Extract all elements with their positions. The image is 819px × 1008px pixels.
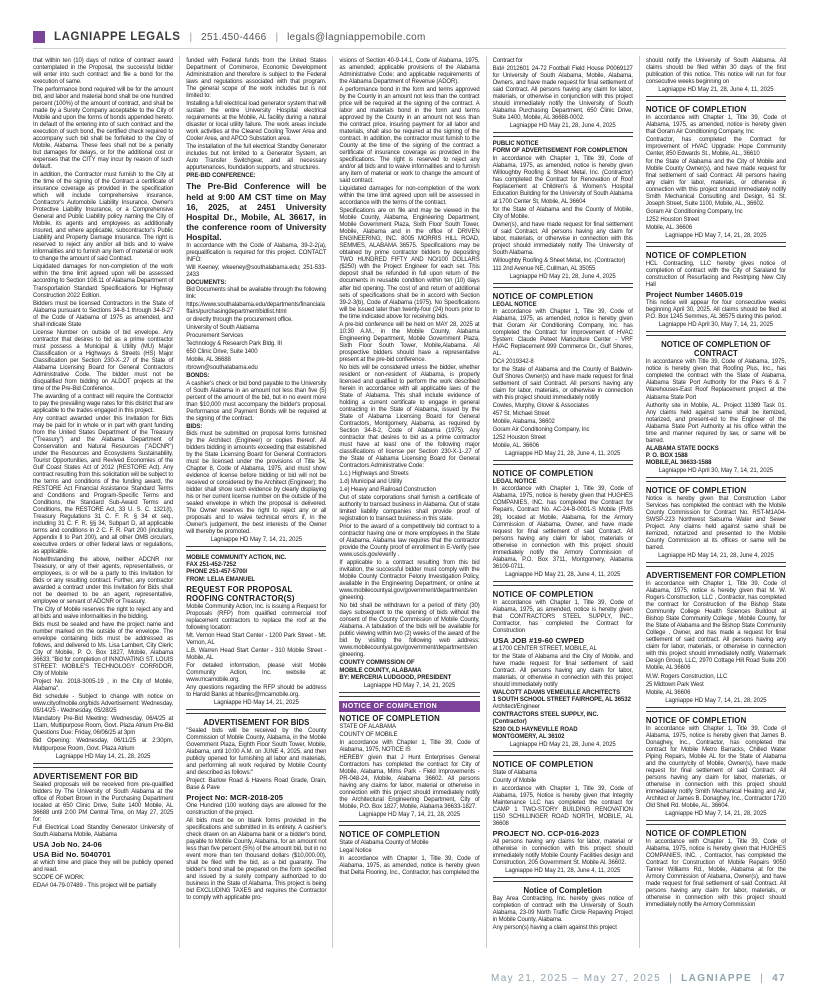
legal-citation: Lagniappe HD May 21, 28, June 4, 11, 2025 (658, 87, 774, 94)
notice-paragraph: Prior to the award of a competitively bid contract to a contractor having one or more employees in the State of Alabama, Alabama law requires that the contractor provide the County proof of enrollment in E-Verify (see www.uscis.gov/everify . (339, 524, 480, 559)
notice-paragraph: COUNTY OF MOBILE (339, 731, 398, 738)
notice-paragraph: Willoughby Roofing & Sheet Metal, Inc. (Contractor) (492, 257, 626, 264)
legal-notice (493, 58, 633, 129)
legal-citation: Lagniappe HD May 21, 28, June 4, 2025 (509, 123, 616, 130)
notice-heading-centered: NOTICE OF COMPLETION OF CONTRACT (661, 340, 771, 359)
page-footer (491, 973, 786, 984)
notice-separator (493, 751, 633, 756)
notice-paragraph: that within ten (10) days of notice of contract award contemplated in the Proposal, the successful bidder will enter into such contract and file a bond for the execution of same. (33, 58, 174, 86)
notice-paragraph: Project: Barlow Road & Havens Road Grade, Drain, Base & Pave (186, 778, 327, 792)
legal-citation: Lagniappe HD May 7, 14, 21, 28, 2025 (358, 812, 461, 819)
legal-citation: Lagniappe HD May 21, 28, June 4, 11, 2025 (505, 571, 621, 578)
legal-notice (33, 772, 173, 890)
notice-paragraph: https://www.southalabama.edu/departments/financialaffairs/purchasingdepartment/bidlist.html (186, 302, 325, 316)
legal-citation: Lagniappe HD April 30, May 7, 14, 21, 2025 (658, 468, 774, 475)
notice-separator (646, 331, 786, 336)
legal-notice (646, 340, 786, 474)
notice-paragraph: Out of state corporations shall furnish a certificate of authority to transact business in Alabama. Out of state limited liability companies shall provide proof of registration to transact business in this state. (339, 494, 480, 522)
notice-paragraph: In accordance with Chapter 1, Title 39, Code of Alabama, 1975, notice is hereby given that James B. Donaghey, Inc., Contractor, has completed the contract for Mobile Metro Barracks, Chilled Water Piping Repairs, Mobile AL for the State of Alabama and the county/city of Mobile, Owner(s), have made request for final settlement of said Contract. All persons having any claim for labor, materials, or otherwise in connection with this project should immediately notify Smith Mechanical Heating and Air, Architect or James B. Donaghey, Inc., Contractor 1720 Old Shell Rd. Mobile, AL. 36604. (645, 725, 787, 809)
notice-paragraph: Legal Notice (339, 848, 372, 855)
notice-paragraph: In accordance with Chapter 1, Title 39, Code of Alabama, 1975, as amended, notice is hereby given that Goram Air Conditioning Company, Inc (645, 115, 787, 136)
notice-heading: NOTICE OF COMPLETION (645, 715, 747, 725)
notice-paragraph: In accordance with Chapter 1, Title 39, Code of Alabama, 1975, notice is hereby given that HUGHES COMPANIES, INC. , Contractor, has completed the Contract for Construction of Mobile Repairs 9050 Tanner Williams Rd., Mobile, Alabama at for the Armory Commission of Alabama, Owner(s), and have made request for final settlement of said Contract. All persons having any claim for labor, materials, or otherwise in connection with this project should immediately notify the Armory Commission (645, 838, 787, 908)
notice-project-number: Project Number 14605.019 (645, 290, 743, 300)
notice-heading: NOTICE OF COMPLETION (492, 469, 594, 479)
footer-divider: | (760, 973, 765, 984)
brand-square-icon (33, 31, 45, 43)
notice-paragraph: No bid shall be withdrawn for a period of thirty (30) days subsequent to the opening of bids without the consent of the County Commission of Mobile County, Alabama. A tabulation of the bids will be available for public viewing within two (2) weeks of the award of the bid by visiting the following web address: www.mobilecountyal.gov/government/departments/engineering. (339, 603, 480, 659)
notice-paragraph: Technology & Research Park Bldg. III (186, 341, 282, 348)
notice-bold-line: MONTGOMERY, AL 36102 (492, 733, 565, 740)
notice-paragraph: Mandatory Pre-Bid Meeting: Wednesday, 06/4/25 at 11am, Multipurpose Room, Govt. Plaza Atrium Pre-Bid Questions Due: Friday, 06/06/25 at 3pm (33, 716, 174, 737)
legal-citation: Lagniappe HD May 7, 14, 21, 28, 2025 (665, 233, 767, 240)
notice-bold-line: PRE-BID CONFERENCE: (186, 173, 256, 180)
legal-notice (493, 760, 633, 874)
notice-paragraph: SCOPE OF WORK: (33, 874, 85, 881)
notice-paragraph: Contractor, has completed the Contract for Improvement of HVAC Upgrade: Hope Community Center, 850 Edwards St., Mobile, AL., 36610 (645, 137, 787, 158)
notice-separator (646, 562, 786, 567)
notice-bold-line: BY: MERCERIA LUDGOOD, PRESIDENT (339, 674, 452, 681)
notice-paragraph: 650 Clinic Drive, Suite 1400 (186, 349, 258, 356)
legal-citation: Lagniappe HD May 7, 14, 21, 28, 2025 (665, 810, 767, 817)
legal-notice (339, 58, 479, 689)
notice-paragraph: In accordance with Chapter 1, Title 39, Code of Alabama, 1975, as amended, notice is hereby given that CONTRACTORS STEEL SUPPLY, INC., Contractor, has completed the Contract for Construction (492, 599, 633, 634)
header-divider: | (275, 31, 279, 43)
notice-paragraph: The performance bond required will be for the amount bid, and labor and material bond shall be one hundred percent (100%) of the amount of contract, and shall be made by a Surety Company acceptable to the City of Mobile and upon the forms of bonds appended hereto. In default of the entering into of such contract and the execution of such bond, the certified check required to accompany such bid shall be forfeited to the City of Mobile, Alabama. These fees shall not be a penalty but damages for delays, or for the additional cost or expenses that the CITY may incur by reason of such default. (33, 87, 174, 171)
notice-paragraph: should notify the University of South Alabama. All claims should be filed within 30 days of the first publication of this notice. This notice will run for four consecutive weeks beginning on (645, 58, 787, 86)
page-header (33, 26, 786, 49)
legal-notice (493, 886, 633, 932)
notice-paragraph: Notice is hereby given that Construction Labor Services has completed the contract with the Mobile County Commission for Contract No. RST-M1A04-SWSP-223 Northwest Satsuma Water and Sewer Project. Any claims held against same shall be itemized, notarized and presented to the Mobile County Commission at its offices or same will be barred. (645, 496, 787, 552)
notice-heading: ADVERTISEMENT FOR BID (33, 771, 139, 781)
notice-bold-line: 5230 OLD HAYNEVILLE ROAD (492, 726, 578, 733)
legal-column-1 (33, 56, 180, 948)
notice-paragraph: The installation of the full electrical Standby Generator includes but not limited to a Generator System, an Auto Transfer Switchgear, and all necessary appurtenances, foundation supports, and structures. (186, 144, 327, 172)
notice-paragraph: If applicable to a contract resulting from this bid invitation, the successful bidder must comply with the Mobile County Contractor Felony Investigation Policy, available in the Engineering Department, or online at www.mobilecountyal.gov/government/departments/engineering. (339, 560, 480, 602)
footer-divider: | (669, 973, 674, 984)
notice-bold-line: CONTRACTORS STEEL SUPPLY, INC. (Contractor) (492, 712, 599, 726)
notice-paragraph: Mobile, AL. 36606 (645, 225, 693, 232)
footer-date-range: May 21, 2025 – May 27, 2025 (490, 973, 662, 984)
notice-paragraph: Any contract awarded under this Invitation for Bids may be paid for in whole or in part with grant funding from the United States Department of the Treasury ("Treasury") and the Alabama Department of Conservation and Natural Resources ("ADCNR") under the Resources and Ecosystems Sustainability, Tourist Opportunities, and Revived Economies of the Gulf Coast States Act of 2012 (RESTORE Act). Any contract resulting from this solicitation will be subject to the terms and conditions of the funding award, the RESTORE Act Financial Assistance Standard Terms and Conditions and Program-Specific Terms and Conditions, the Standard Sub-Award Terms and Conditions, the RESTORE Act, 33 U. S. C. 1321(t), Treasury Regulations 31 C. F. R. § 34 et seq., including 31 C. F. R. §§ 34, Subpart D, all applicable terms and conditions in 2 C. F. R. Part 200 (including Appendix II to Part 200), and all other OMB circulars, executive orders or other federal laws or regulations, as applicable. (33, 415, 174, 556)
notice-paragraph: Mobile, Alabama, 36602 (492, 419, 555, 426)
notice-paragraph: at 1700 Center St, Mobile, AL 36604 (492, 198, 586, 205)
notice-paragraph: This notice will appear for four consecutive weeks beginning April 30, 2025. All claims should be filed at P.O. Box 1245 Semmes, AL 36575 during this period. (645, 300, 787, 321)
notice-paragraph: Bidders must be licensed Contractors in the State of Alabama pursuant to Sections 34-8-1 through 34-8-27 of the Code of Alabama of 1975 as amended, and shall indicate State (33, 300, 174, 328)
notice-paragraph: for the State of Alabama and the County of Mobile, City of Mobile. (492, 206, 633, 220)
notice-separator (646, 707, 786, 712)
legal-notice (339, 830, 479, 877)
legal-notice (33, 58, 173, 760)
notice-paragraph: County of Mobile (492, 777, 537, 784)
legal-notice (339, 701, 479, 818)
notice-separator (493, 132, 633, 137)
legal-citation: Lagniappe HD April 30, May 7, 14, 21, 2025 (658, 322, 774, 329)
legal-notice (186, 555, 326, 706)
legal-column-4 (487, 56, 640, 948)
legal-citation: Lagniappe HD May 14, 21, 2025 (213, 700, 299, 706)
notice-paragraph: 111 2nd Avenue NE, Cullman, AL 35055 (492, 265, 596, 272)
notice-separator (33, 763, 173, 768)
notice-paragraph: No bids will be considered unless the bidder, whether resident or non-resident of Alabama, is properly licensed and qualified to perform the work described herein in accordance with all applicable laws of the State of Alabama. This shall include evidence of holding a current certificate to engage in general contracting in the State of Alabama, issued by the State of Alabama Licensing Board for General Contractors, Montgomery, Alabama, as required by Section 34-8-2, Code of Alabama (1975). Any contractor that desires to bid as a prime contractor must have at least one of the following major classifications of license per Section 230-X-1-.27 of the State of Alabama Licensing Board for General Contractors Administrative Code: (339, 364, 480, 469)
notice-paragraph: The City of Mobile reserves the right to reject any and all bids and waive informalities in the bidding. (33, 607, 174, 621)
notice-paragraph: In accordance with Chapter 1, Title 39, Code of Alabama, 1975, NOTICE IS (339, 739, 480, 753)
legal-notice (646, 486, 786, 559)
notice-paragraph: In accordance with Chapter 1, Title 39, Code of Alabama, 1975, as amended, notice is hereby given that Delta Flooring, Inc., Contractor, has completed the (339, 856, 480, 877)
legal-citation: Lagniappe HD May 7, 14, 21, 2025 (363, 682, 456, 689)
notice-bold-line: FAX 251-452-7252 (186, 562, 237, 569)
notice-paragraph: Notwithstanding the above, neither ADCNR nor Treasury, or any of their agents, representatives, or employees, is or will be a party to this Invitation for Bids or any resulting contract. Further, any contractor awarded a contract under this Invitation for Bids shall not be deemed to be an agent, representative, employee or servant of ADCNR or Treasury. (33, 557, 174, 606)
notice-paragraph: One Hundred (100 working days are allowed for the construction of the project. (186, 803, 327, 817)
notice-paragraph: Procurement Services (186, 333, 244, 340)
legal-citation: Lagniappe HD May 7, 14, 21, 28, 2025 (665, 697, 767, 704)
notice-bold-line: BIDS: (186, 423, 203, 430)
legal-notice (186, 58, 326, 543)
notice-emphasis-paragraph: The Pre-Bid Conference will be held at 9:00 AM CST time on May 16, 2025, at 2451 University Hospital Dr., Mobile, AL 36617, in the conference room of University Hospital. (186, 181, 327, 242)
notice-heading: NOTICE OF COMPLETION (645, 105, 747, 115)
legal-columns (33, 56, 786, 948)
legal-citation: Lagniappe HD May 21, 28, June 4, 2025 (509, 741, 616, 748)
notice-paragraph: 1.e) Heavy and Railroad Construction (339, 486, 436, 493)
category-banner: NOTICE OF COMPLETION (339, 701, 479, 712)
notice-bold-line: MOBILE COUNTY, ALABAMA (339, 667, 422, 674)
notice-paragraph: at 1700 CENTER STREET, MOBILE, AL (492, 645, 597, 652)
notice-paragraph: "Sealed bids will be received by the County Commission of Mobile County, Alabama, in the Mobile Government Plaza, Eighth Floor South Tower, Mobile, Alabama, until 10:00 A.M. on JUNE 4, 2025, and then publicly opened for furnishing all labor and materials, and performing all work required by Mobile County and described as follows:" (186, 728, 327, 777)
notice-bold-line: LEGAL NOTICE (492, 301, 537, 308)
notice-paragraph: visions of Section 40-9-14.1, Code of Alabama, 1975, as amended; applicable provisions of the Alabama Administrative Code; and applicable requirements of the Alabama Department of Revenue (ADOR). (339, 58, 480, 86)
notice-paragraph: HCL Contracting, LLC hereby gives notice of completion of contract with the City of Saraland for construction of Resurfacing and Restriping New City Hall (645, 261, 787, 289)
notice-paragraph: The awarding of a contract will require the Contractor to pay the prevailing wage rates for this district that are applicable to the trades engaged in this project. (33, 393, 174, 414)
notice-paragraph: State of Alabama County of Mobile (339, 840, 429, 847)
notice-paragraph: Authority site in Mobile, AL. Project 11389 Task 01. Any claims held against same shall be itemized, notarized, and present-ed to the Engineer of the Alabama State Port Authority at his office within the time and manner required by law, or same will be barred. (645, 402, 787, 444)
notice-bold-line: PHONE 251-457-5700/ (186, 569, 248, 576)
notice-bold-line: FORM OF ADVERTISEMENT FOR COMPLETION (492, 148, 628, 155)
notice-heading: NOTICE OF COMPLETION (645, 486, 747, 496)
notice-paragraph: funded with Federal funds from the United States Department of Commerce, Economic Development Administration and therefore is subject to the Federal laws and regulations associated with that program. The general scope of the work includes but is not limited to: (186, 58, 327, 100)
notice-paragraph: Bid# 2012601 24-72 Football Field House P0069127 for University of South Alabama, Mobile, Alabama, Owners, and have made request for final settlement of said Contract. All persons having any claim for labor, materials, or otherwise in conjunction with this project should immediately notify the University of South Alabama Purchasing Department, 650 Clinic Drive, Suite 1400, Mobile, AL 36688-0002. (492, 66, 633, 122)
legal-citation: Lagniappe HD May 14, 21, 28, 2025 (55, 753, 151, 760)
notice-heading-centered: ADVERTISEMENT FOR COMPLETION (646, 571, 786, 581)
notice-bold-line: 1 SOUTH SCHOOL STREET FAIRHOPE, AL 36532 (492, 696, 631, 703)
notice-separator (186, 709, 326, 714)
notice-paragraph: for the State of Alabama and the City of Mobile and Mobile County Owner(s), and have made request for final settlement of said Contract. All persons having any claim for labor, materials, or otherwise in connection with this project should immediately notify Smith Mechanical Consulting and Design, 61 St. Joseph Street, Suite 1100, Mobile, AL., 36602. (645, 159, 787, 208)
header-phone: 251.450-4466 (201, 31, 267, 43)
notice-bold-line: MOBILE,AL 36633-1588 (645, 459, 712, 466)
notice-paragraph: 1252 Houston Street (492, 435, 546, 442)
notice-paragraph: Bid Opening: Wednesday, 06/11/25 at 2:30pm, Multipurpose Room, Govt. Plaza Atrium (33, 738, 174, 752)
notice-heading: NOTICE OF COMPLETION (645, 251, 747, 261)
notice-project-number: USA JOB #19-60 CWPED (492, 635, 585, 645)
notice-heading: NOTICE OF COMPLETION (645, 828, 747, 838)
notice-separator (493, 877, 633, 882)
legal-notice (646, 58, 786, 93)
notice-paragraph: Installing a full electrical load generator system that will sustain the entire University Hospital electrical requirements at the Mobile, AL facility during a natural disaster or local utility failure. The work areas include work activities at the Cleared Cooling Tower Area and Cooler Area, and APCO Substation area. (186, 101, 327, 143)
notice-bold-line: DOCUMENTS: (186, 279, 227, 286)
notice-paragraph: Any person(s) having a claim against this project (492, 925, 617, 932)
notice-paragraph: For detailed information, please visit Mobile Community Action, Inc. website at: www.mcamobile.org. (186, 662, 327, 683)
notice-heading: NOTICE OF COMPLETION (492, 759, 594, 769)
header-email: legals@lagniappemobile.com (287, 31, 426, 43)
notice-bold-line: WALCOTT ADAMS VEMEUILLE ARCHITECTS (492, 689, 621, 696)
legal-notice (646, 105, 786, 239)
notice-project-number: USA Bid No. 5040701 (33, 849, 112, 859)
notice-bold-line: LEGAL NOTICE (492, 479, 537, 486)
notice-heading-centered: ADVERTISEMENT FOR BIDS (203, 718, 310, 727)
notice-bold-line: BONDS: (186, 373, 210, 380)
legal-notice (493, 590, 633, 748)
notice-separator (493, 283, 633, 288)
notice-separator (493, 460, 633, 465)
notice-paragraph: Goram Air Conditioning Company, Inc (492, 427, 590, 434)
notice-paragraph: Specifications are on file and may be viewed in the Mobile County, Alabama, Engineering Department, Mobile Government Plaza, Sixth Floor South Tower, Mobile, Alabama and in the office of DRIVEN ENGINEERING, INC. 8005 MORRIS HILL ROAD, SEMMES, ALABAMA 36575. Specifications may be obtained by prime contractor bidders by depositing TWO HUNDRED FIFTY AND NO/100 DOLLARS ($250) with the Project Engineer for each set. This deposit shall be refunded in full upon return of the documents in reusable condition within ten (10) days after bid opening. The cost of and return of additional sets of specifications shall be in accord with Section 39-2-3(b), Code of Alabama (1975). No Specifications will be issued later than twenty-four (24) hours prior to the time indicated above for receiving bids. (339, 208, 480, 320)
notice-project-number: Project No: MCR-2018-205 (186, 793, 284, 803)
notice-paragraph: In accordance with Chapter 1, Title 39, Code of Alabama, 1975, notice is hereby given that HUGHES COMPANIES, INC. has completed the Contract for Repairs, Contract No. AC-24-B-0001-S Mobile (FMS 28), located at Mobile, Alabama, for the Armory Commission of Alabama, Owner, and have made request for final settlement of said Contract. All persons having any claim for labor, materials or otherwise in connection with this project should immediately notify the Armory Commission of Alabama, P.O. Box 3711, Montgomery, Alabama 36109-0711. (492, 486, 633, 570)
notice-bold-line: P. O. BOX 1588 (645, 452, 688, 459)
notice-paragraph: All bids must be on blank forms provided in the specifications and submitted in its entirety. A cashier's check drawn on an Alabama bank or a bidder's bond, payable to Mobile County, Alabama, for an amount not less than five percent (5%) of the amount bid, but in no event more than ten thousand dollars ($10,000.00), shall be filed with the bid, as a bid guaranty. The bidder's bond shall be prepared on the form specified and issued by a surety company authorized to do business in the State of Alabama. This project is being bid EXCLUDING TAXES and requires the Contractor to comply with applicable pro- (186, 818, 327, 902)
notice-paragraph: Liquidated damages for non-completion of the work within the time limit agreed upon will be assessed in accordance with the terms of the contract. (339, 186, 480, 207)
notice-paragraph: Mobile Community Action, Inc. is issuing a Request for Proposals (RFP) from qualified commercial roof replacement contractors to replace the roof at the following location: (186, 603, 327, 631)
notice-paragraph: In accordance with Chapter 1, Title 39, Code of Alabama, 1975, notice is hereby given that M. W. Rogers Construction, LLC , Contractor, has completed the contract for Construction of the Bishop State Community College Health Sciences Buildout at Bishop State Community College , Mobile County, for the State of Alabama and the Bishop State Community College , Owner, and has made a request for final settlement of said contract. All persons having any claim for labor, materials, or otherwise in connection with this project should immediately notify, Watermark Design Group, LLC, 2970 Cottage Hill Road Suite 200 Mobile, AL 36606 (645, 581, 787, 672)
notice-paragraph: Owner(s), and have made request for final settlement of said Contract. All persons having any claim for labor, materials, or otherwise in connection with this project should immediately notify The University of South Alabama. (492, 221, 633, 256)
notice-separator (493, 581, 633, 586)
notice-paragraph: In accordance with Chapter 1, Title 39, Code of Alabama, 1975, as amended, notice is hereby given Willoughby Roofing & Sheet Metal, Inc. (Contractor) has completed the Contract for Renovation of Roof Replacement at Children's & Women's Hospital Education Building for the University of South Alabama (492, 155, 633, 197)
notice-separator (646, 96, 786, 101)
notice-paragraph: 1.c.) Highways and Streets (339, 470, 409, 477)
brand-title: LAGNIAPPE LEGALS (54, 31, 181, 43)
notice-separator (646, 477, 786, 482)
notice-paragraph: Project No. 2018-3005-19 , in the City of Mobile, Alabama". (33, 679, 174, 693)
notice-project-number: USA Job No. 24-06 (33, 839, 102, 849)
notice-heading: NOTICE OF COMPLETION (339, 713, 440, 723)
notice-heading: NOTICE OF COMPLETION (492, 589, 594, 599)
notice-paragraph: State of Alabama (492, 769, 537, 776)
notice-paragraph: University of South Alabama (186, 325, 259, 332)
notice-bold-line: MOBILE COMMUNITY ACTION, INC. (186, 555, 287, 562)
notice-bold-line: COUNTY COMMISSION OF (339, 660, 415, 667)
legal-notice (646, 829, 786, 909)
notice-paragraph: Sealed proposals will be received from pre-qualified bidders by The University of South Alabama at the office of Robert Brown in the Purchasing Department located at 650 Clinic Drive, Suite 1400 Mobile, AL 36688 until 2:00 PM Central Time, on May 27, 2025 for: (33, 781, 174, 823)
notice-paragraph: Bids must be sealed and have the project name and number marked on the outside of the envelope. The envelope containing bids must be addressed as follows, and delivered to Ms. Lisa Lambert, City Clerk; City of Mobile, P. O. Box 1827, Mobile, Alabama 36633; "Bid for completion of INNOVATING ST. LOUIS STREET: MOBILE'S TECHNOLOGY CORRIDOR, City of Mobile (33, 622, 174, 678)
legal-column-2 (180, 56, 333, 948)
notice-paragraph: In accordance with Chapter 1, Title 39, Code of Alabama, 1975, as amended, notice is hereby given that Goram Air Conditioning Company, Inc. has completed the Contract for Improvement of HVAC System: Claude Peteet Mariculture Center - VRF HVAC Replacement 999 Commerce Dr., Gulf Shores, AL. (492, 308, 633, 358)
notice-separator (646, 242, 786, 247)
legal-notice (493, 141, 633, 280)
notice-paragraph: Bid Documents shall be available through the following link: (186, 287, 327, 301)
footer-page-number: 47 (772, 973, 786, 984)
legal-notice (493, 469, 633, 577)
legal-column-3 (333, 56, 486, 948)
notice-paragraph: 25 Midtown Park West (645, 681, 704, 688)
notice-paragraph: In accordance with Title 39, Code of Alabama, 1975, notice is hereby given that Roofing Plus, Inc., has completed the contract with the State of Alabama, Alabama State Port Authority for the Piers 6 & 7 Warehouses-East Roof Replacement project at the Alabama State Port (645, 359, 787, 401)
notice-heading: REQUEST FOR PROPOSAL ROOFING CONTRACTOR(S) (186, 584, 295, 603)
notice-paragraph: Full Electrical Load Standby Generator University of South Alabama Mobile, Alabama (33, 824, 174, 838)
legal-notice (186, 718, 326, 902)
legal-notice (646, 716, 786, 817)
notice-paragraph: A performance bond in the form and terms approved by the County in an amount not less than the contract price will be required at the signing of the contract. A labor and materials bond in the form and terms approved by the County in an amount not less than the contract price, insuring payment for all labor and materials, shall also be required at the signing of the contract. In addition, the contractor must furnish to the County at the time of the signing of the contract a certificate of insurance coverage as provided in the specifications. The right is reserved to reject any and/or all bids and to waive informalities and to furnish any item of material or work to change the amount of said contract. (339, 87, 480, 185)
notice-paragraph: In addition, the Contractor must furnish to the City at the time of the signing of the Contract a certificate of insurance coverage as provided in the specification which will include comprehensive insurance, Contractor's Automobile Liability Insurance, Owner's Protective Liability Insurance, or a Comprehensive General and Public Liability policy naming the City of Mobile, its agents and employees as additionally insured, and where applicable, subcontractor's Public Liability and Property Damage Insurance. The right is reserved to reject any and/or all bids and to waive informalities and to furnish any item of material or work to change the amount of said Contract. (33, 172, 174, 263)
notice-paragraph: rbrown@southalabama.edu (186, 365, 258, 372)
legal-citation: Lagniappe HD May 21, 28, June 4, 2025 (509, 273, 616, 280)
notice-paragraph: 457 St. Michael Street (492, 411, 550, 418)
notice-paragraph: Cowles, Murphy, Glover & Associates (492, 403, 589, 410)
notice-paragraph: L.B. Warren Head Start Center - 310 Mobile Street - Mobile, AL (186, 647, 327, 661)
notice-paragraph: at which time and place they will be publicly opened and read. (33, 859, 174, 873)
notice-bold-line: ALABAMA STATE DOCKS (645, 445, 719, 452)
notice-paragraph: M.W. Rogers Construction, LLC (645, 673, 728, 680)
notice-paragraph: Bid schedule - Subject to change with notice on www.cityofmobile.org/bids Advertisement: Wednesday, 05/14/25 - Wednesday, 05/28/25 (33, 694, 174, 715)
footer-publication: LAGNIAPPE (681, 973, 753, 984)
notice-paragraph: Contract for (492, 58, 523, 64)
notice-heading-centered: Notice of Completion (523, 886, 602, 896)
notice-paragraph: A pre-bid conference will be held on MAY 28, 2025 at 10:30 A.M., in the Mobile County, Alabama Engineering Department, Mobile Government Plaza, Sixth Floor South Tower, Mobile,Alabama. All prospective bidders should have a representative present at the pre-bid conference. (339, 321, 480, 363)
notice-heading: NOTICE OF COMPLETION (339, 830, 440, 840)
header-divider: | (189, 31, 193, 43)
notice-paragraph: HEREBY given that J Hunt Enterprises General Contractors has completed the contract for City of Mobile, Alabama, Mims Park - Field Improvements - PR-048-24, Mobile, Alabama 36602. All persons having any claims for labor, material or otherwise in connection with this project should immediately notify the Architectural Engineering Department, City of Mobile, P.O. Box 1827, Mobile, Alabama 36633-1827. (339, 754, 480, 811)
notice-paragraph: Mt. Vernon Head Start Center - 1200 Park Street - Mt. Vernon, AL (186, 632, 327, 646)
notice-paragraph: Architect/Engineer (492, 704, 540, 711)
legal-citation: Lagniappe HD May 14, 21, 28, June 4, 2025 (658, 553, 774, 560)
notice-paragraph: In accordance with Chapter 1, Title 39, Code of Alabama, 1975, Notice is hereby given that Integrity Maintenance LLC has completed the contract for CAMP 1 TWO-STORY BUILDING RENOVATION 1150 SCHILLINGER ROAD NORTH, MOBILE, AL 36608 (492, 785, 633, 828)
notice-paragraph: for the State of Alabama and the City of Mobile, and have made request for final settlement of said Contract. All persons having any claim for labor, materials, or otherwise in connection with this project should immediately notify (492, 653, 633, 688)
notice-separator (339, 692, 479, 697)
notice-paragraph: In accordance with the Code of Alabama, 39-2-2(a), prequalification is required for this project. CONTACT INFO: (186, 242, 327, 263)
notice-paragraph: 1.d) Municipal and Utility (339, 478, 403, 485)
notice-paragraph: EDA# 04-79-07489 - This project will be partially (33, 882, 157, 889)
notice-paragraph: Bay Area Contracting, Inc. hereby gives notice of completion of contract with the University of South Alabama, 23-09 North Traffic Circle Repaving Project in Mobile County, Alabama. (492, 896, 633, 924)
notice-project-number: PROJECT NO. CCP-016-2023 (492, 829, 600, 839)
notice-paragraph: All persons having any claims for labor, material or otherwise in connection with this project should immediately notify Mobile County Facilities design and Construction, 205 Government St. Mobile Al. 36602. (492, 839, 633, 867)
legal-citation: Lagniappe HD May 7, 14, 21, 2025 (210, 537, 303, 544)
notice-paragraph: or directly through the procurement office. (186, 317, 293, 324)
notice-paragraph: Mobile, AL 36688 (186, 357, 231, 364)
notice-paragraph: Goram Air Conditioning Company, Inc (645, 209, 743, 216)
legal-notice (493, 292, 633, 457)
notice-paragraph: DC# 2019342-8 (492, 359, 534, 366)
legal-citation: Lagniappe HD May 21, 28, June 4, 11, 2025 (505, 451, 621, 458)
legal-notice (646, 251, 786, 328)
legal-notice (646, 571, 786, 703)
notice-separator (646, 820, 786, 825)
notice-separator (339, 821, 479, 826)
legal-citation: Lagniappe HD May 21, 28, June 4, 11, 2025 (505, 868, 621, 875)
notice-paragraph: Will Keeney; wkeeney@southalabama.edu; 251-533-2433 (186, 264, 327, 278)
notice-paragraph: Mobile, AL. 36606 (492, 443, 539, 450)
notice-paragraph: Any questions regarding the RFP should be address to Harold Banks at hbanks@mcamobile.org. (186, 684, 327, 698)
notice-bold-line: PUBLIC NOTICE (492, 141, 539, 148)
notice-separator (186, 546, 326, 551)
notice-bold-line: FROM: LELIA EMANUEL (186, 576, 256, 583)
notice-paragraph: Mobile, AL 36606 (645, 689, 691, 696)
notice-paragraph: License Number on outside of bid envelope. Any contractor that desires to bid as a prime contractor must possess a Municipal & Utility (MU) Major Classification or a Highways & Streets (HS) Major Classification per Section 230-X-.27 of the State of Alabama Licensing Board for General Contractors Administrative Code. The bidder must not be disqualified from bidding on ALDOT projects at the time of the Pre-Bid Conference. (33, 329, 174, 392)
notice-paragraph: for the State of Alabama and the County of Baldwin-Gulf Shores Owner(s) and have made request for final settlement of said Contract. All persons having any claim for labor, materials, or otherwise in connection with this project should immediately notify (492, 367, 633, 402)
notice-paragraph: Liquidated damages for non-completion of the work within the time limit agreed upon will be assessed according to Section 108.11 of Alabama Department of Transportation Standard Specifications for Highway Construction 2022 Edition. (33, 264, 174, 299)
notice-paragraph: A cashier's check or bid bond payable to the University of South Alabama in an amount not less than five (5) percent of the amount of the bid, but in no event more than $10,000 must accompany the bidder's proposal. Performance and Payment Bonds will be required at the signing of the contract. (186, 380, 327, 422)
notice-paragraph: Bids must be submitted on proposal forms furnished by the Architect (Engineer) or copies thereof. All bidders bidding in amounts exceeding that established by the State Licensing Board for General Contractors must be licensed under the provisions of Title 34, Chapter 8, Code of Alabama, 1975, and must show evidence of license before bidding or bid will not be received or considered by the Architect (Engineer); the bidder shall show such evidence by clearly displaying his or her current license number on the outside of the sealed envelope in which the proposal is delivered. The Owner reserves the right to reject any or all proposals and to waive technical errors if, in the Owner's judgement, the best interests of the Owner will thereby be promoted. (186, 430, 327, 536)
notice-paragraph: 1252 Houston Street (645, 217, 699, 224)
notice-paragraph: STATE OF ALABAMA (339, 723, 396, 730)
legal-column-5 (640, 56, 786, 948)
notice-heading: NOTICE OF COMPLETION (492, 291, 594, 301)
